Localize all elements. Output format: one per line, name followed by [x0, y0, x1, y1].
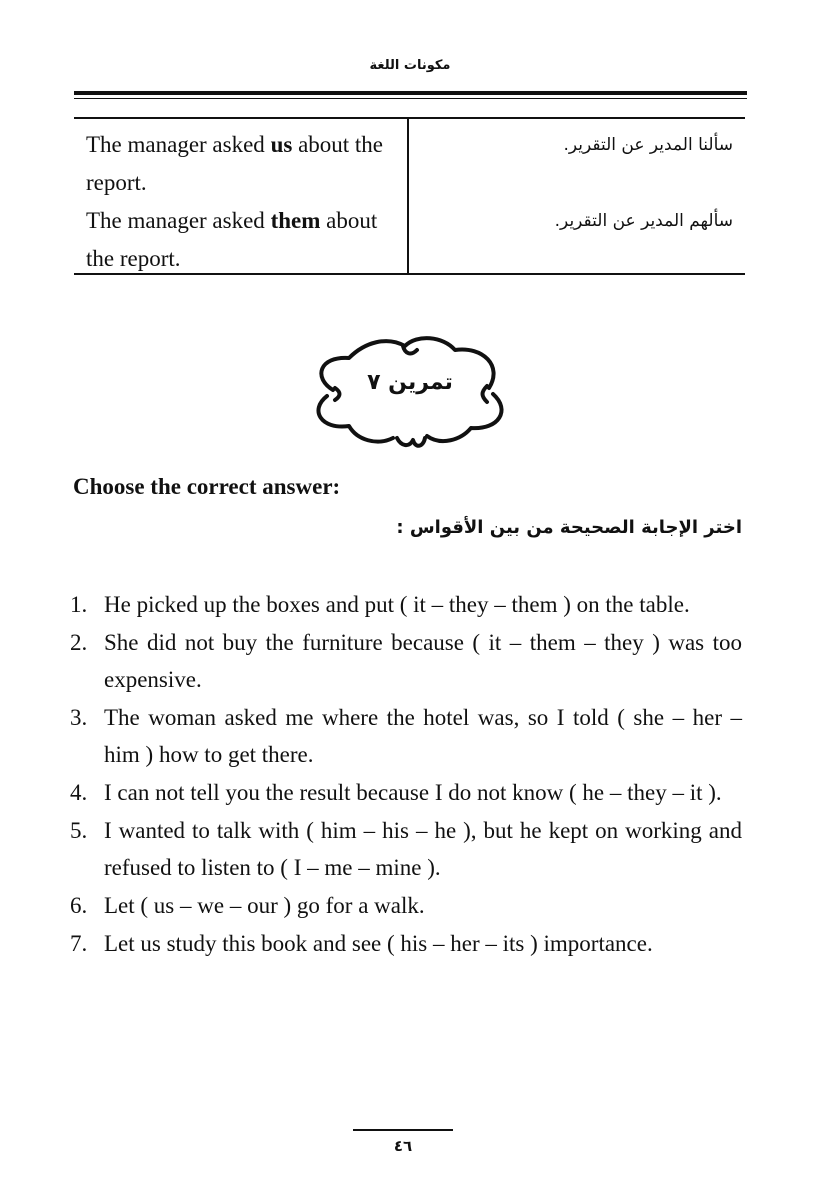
running-header: مكونات اللغة: [369, 58, 451, 73]
english-text: The manager asked: [86, 132, 271, 157]
question-list: [70, 586, 742, 963]
english-pronoun: them: [270, 208, 321, 233]
question-number: 6.: [70, 893, 88, 918]
question-item: [70, 624, 742, 698]
question-item: [70, 699, 742, 773]
table-row-english: [86, 202, 396, 278]
question-number: 2.: [70, 630, 88, 655]
question-number: 3.: [70, 705, 88, 730]
header-rule: [74, 91, 747, 95]
table-column-divider: [407, 119, 409, 273]
instruction-english: Choose the correct answer:: [73, 474, 341, 499]
exercise-badge: [305, 332, 515, 452]
page-number: ٤٦: [393, 1137, 413, 1155]
pronoun-example-table: [74, 117, 745, 275]
question-text: She did not buy the furniture because ( it – them – they ) was too expensive.: [104, 630, 742, 692]
instruction-arabic: اختر الإجابة الصحيحة من بين الأقواس :: [396, 517, 742, 538]
question-text: Let us study this book and see ( his – her – its ) importance.: [104, 931, 653, 956]
table-english-column: [86, 126, 396, 278]
question-item: [70, 925, 742, 962]
english-text: The manager asked: [86, 208, 271, 233]
question-text: I can not tell you the result because I do not know ( he – they – it ).: [104, 780, 722, 805]
question-item: [70, 586, 742, 623]
english-text: about the report.: [86, 132, 384, 195]
question-number: 4.: [70, 780, 88, 805]
question-item: [70, 887, 742, 924]
question-item: [70, 774, 742, 811]
english-text: about the report.: [86, 208, 378, 271]
footer-rule: [353, 1129, 453, 1131]
question-number: 5.: [70, 818, 88, 843]
table-row-arabic: سألنا المدير عن التقرير.: [563, 135, 733, 155]
table-row-arabic: سألهم المدير عن التقرير.: [554, 211, 733, 231]
question-text: Let ( us – we – our ) go for a walk.: [104, 893, 425, 918]
exercise-title: تمرين ٧: [367, 370, 453, 395]
question-text: He picked up the boxes and put ( it – they – them ) on the table.: [104, 592, 690, 617]
question-number: 7.: [70, 931, 88, 956]
question-item: [70, 812, 742, 886]
english-pronoun: us: [270, 132, 293, 157]
header-rule-thin: [74, 98, 747, 99]
question-text: I wanted to talk with ( him – his – he ), but he kept on working and refused to listen to ( I – me – mine ).: [104, 818, 742, 880]
table-row-english: [86, 126, 396, 202]
question-number: 1.: [70, 592, 88, 617]
question-text: The woman asked me where the hotel was, so I told ( she – her – him ) how to get there.: [104, 705, 742, 767]
